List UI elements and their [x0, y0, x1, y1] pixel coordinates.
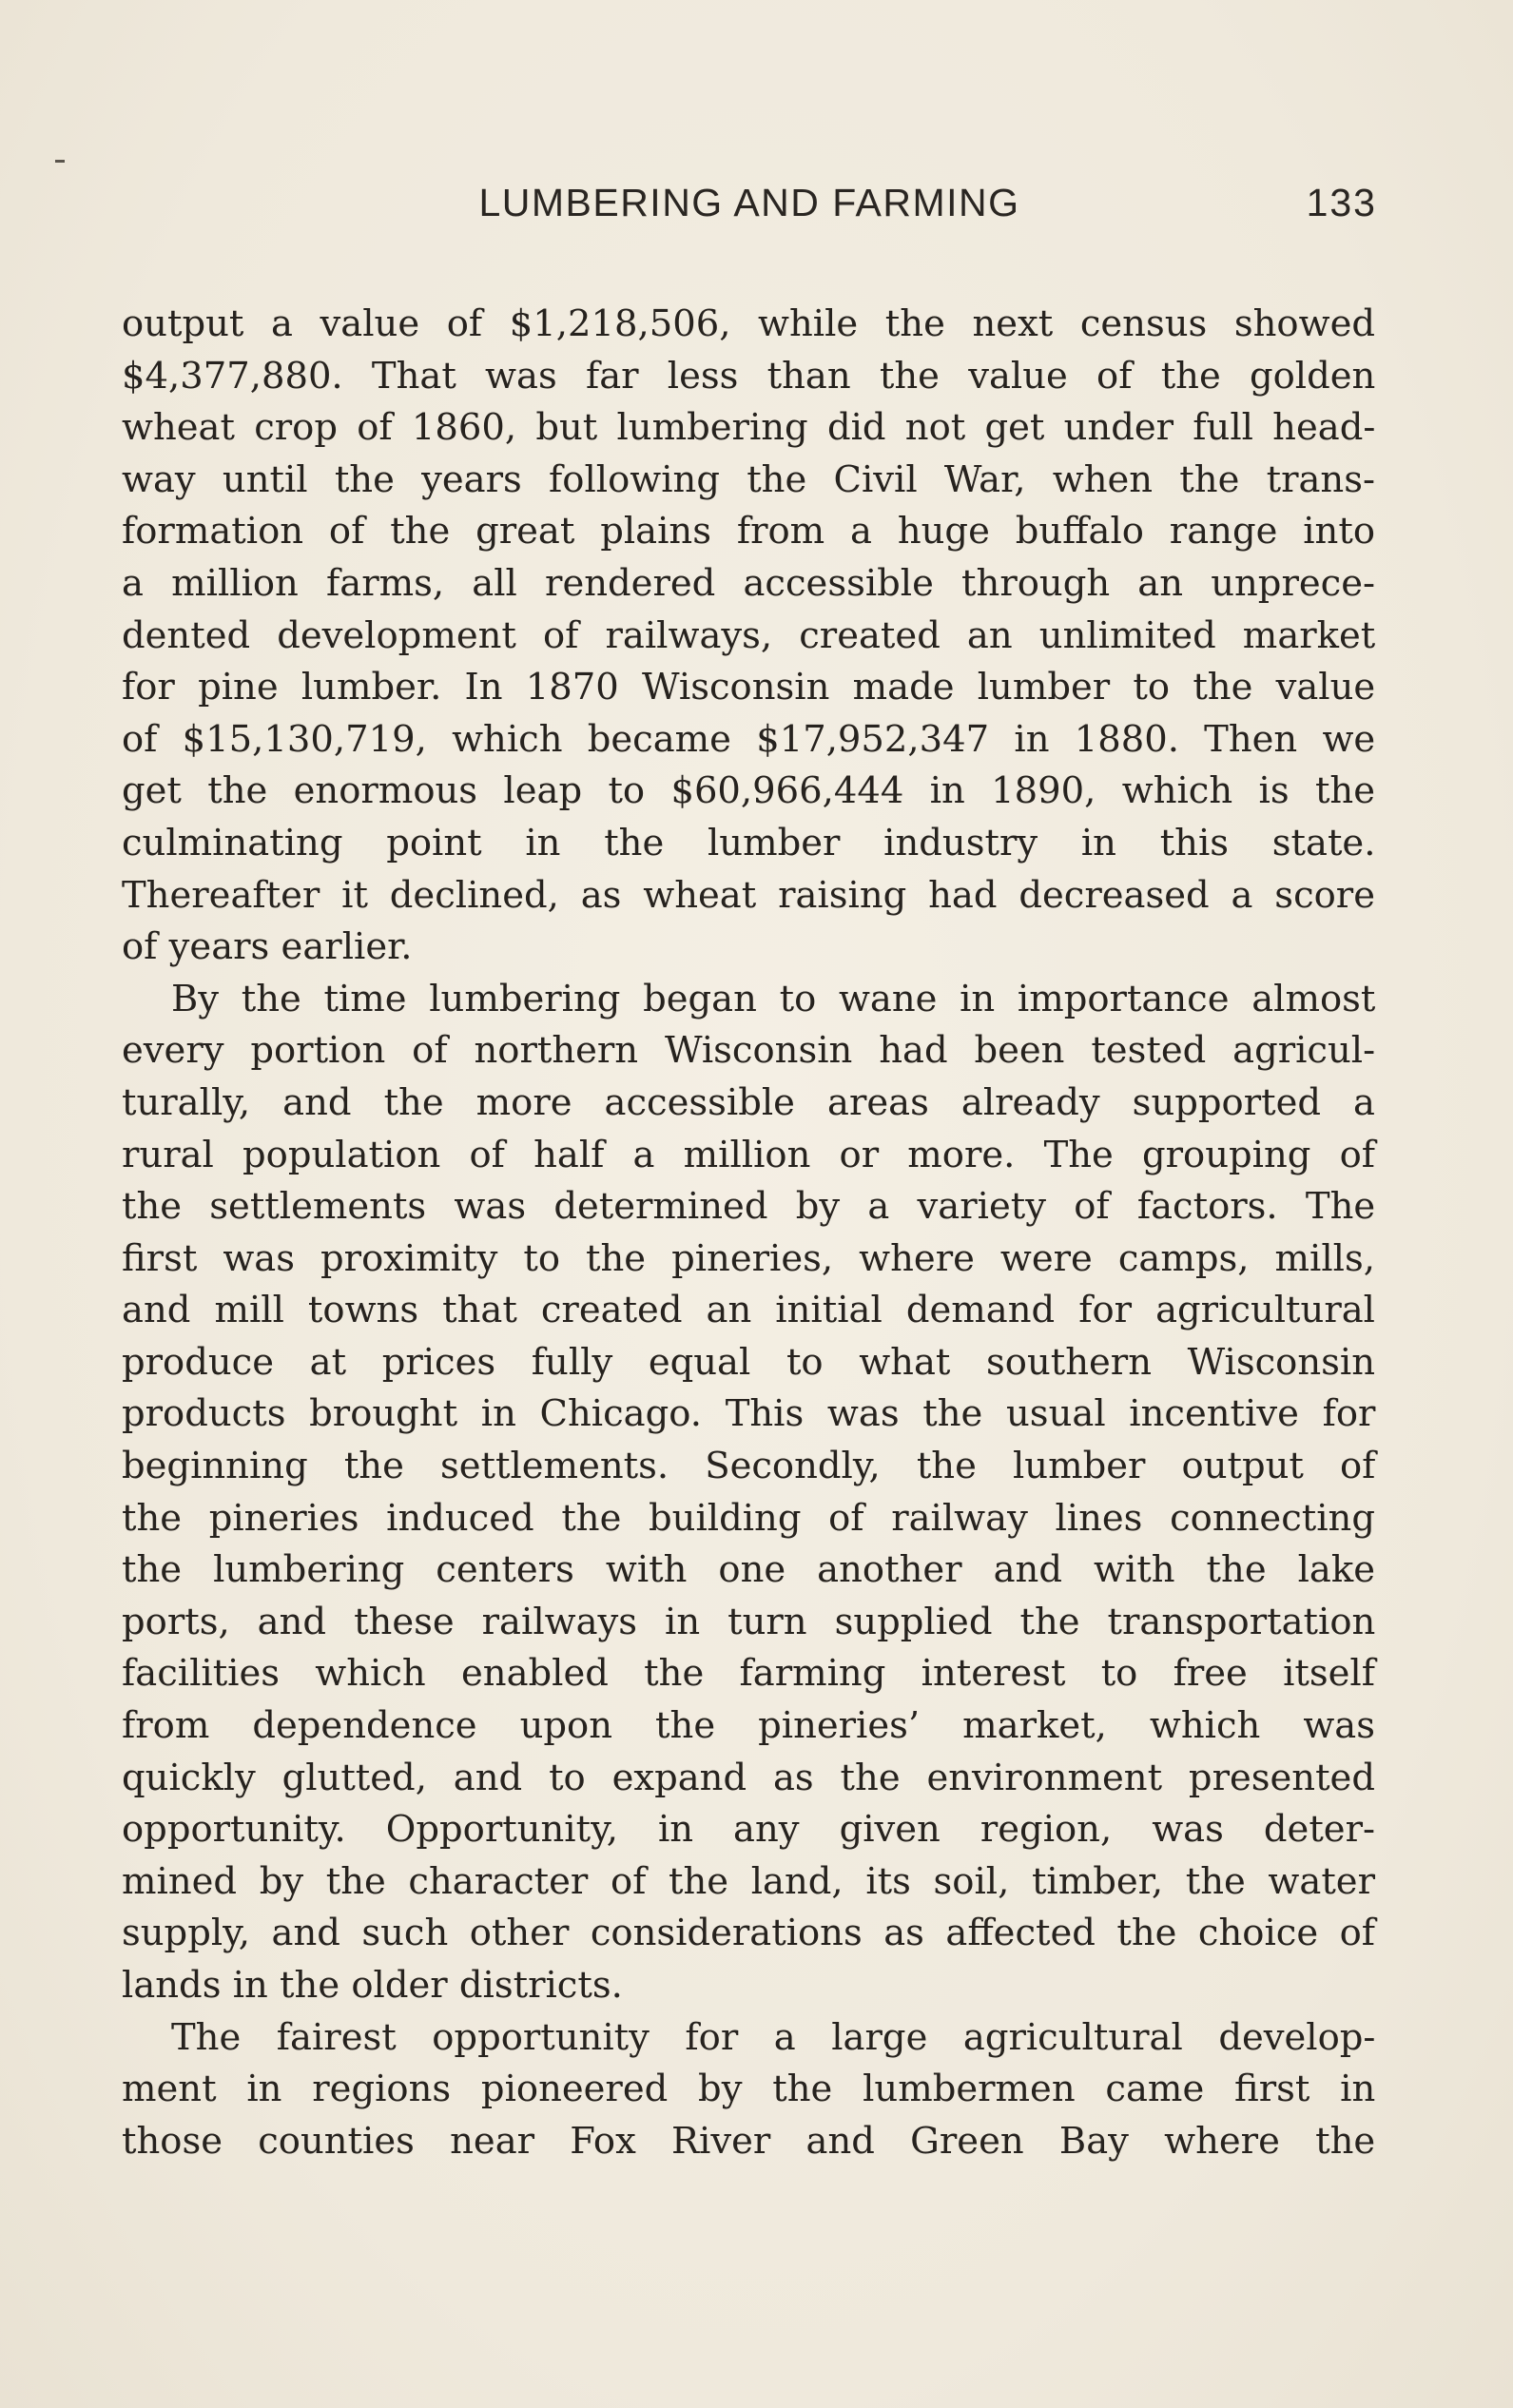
text-line: and mill towns that created an initial demand for agricultural	[122, 1289, 1375, 1332]
text-line: turally, and the more accessible areas already supported a	[122, 1080, 1375, 1124]
text-line: every portion of northern Wisconsin had been tested agricul-	[122, 1029, 1376, 1073]
text-line: for pine lumber. In 1870 Wisconsin made lumber to the value	[122, 666, 1376, 709]
text-line: dented development of railways, created an unlimited market	[122, 613, 1376, 657]
text-line: opportunity. Opportunity, in any given region, was deter-	[122, 1808, 1375, 1852]
text-line: $4,377,880. That was far less than the value of the golden	[122, 354, 1376, 398]
text-line: produce at prices fully equal to what southern Wisconsin	[122, 1340, 1375, 1384]
text-line: The fairest opportunity for a large agricultural develop-	[171, 2015, 1376, 2059]
text-line: from dependence upon the pineries’ market, which was	[122, 1704, 1375, 1748]
text-line: a million farms, all rendered accessible through an unprece-	[122, 561, 1375, 605]
body-text	[122, 299, 1375, 2167]
text-line: By the time lumbering began to wane in importance almost	[171, 977, 1376, 1020]
text-line: Thereafter it declined, as wheat raising had decreased a score	[122, 873, 1375, 917]
text-line: of $15,130,719, which became $17,952,347 in 1880. Then we	[122, 717, 1376, 761]
text-line: the lumbering centers with one another and with the lake	[122, 1548, 1375, 1592]
page-number: 133	[1306, 181, 1377, 224]
text-line: products brought in Chicago. This was the usual incentive for	[122, 1392, 1376, 1436]
text-line: lands in the older districts.	[122, 1964, 623, 2007]
paragraph-3	[122, 2012, 1375, 2168]
text-line: first was proximity to the pineries, where were camps, mills,	[122, 1236, 1375, 1280]
text-line: facilities which enabled the farming interest to free itself	[122, 1652, 1375, 1696]
text-line: supply, and such other considerations as affected the choice of	[122, 1912, 1375, 1955]
text-line: mined by the character of the land, its soil, timber, the water	[122, 1859, 1375, 1903]
text-line: ports, and these railways in turn supplied the transportation	[122, 1600, 1376, 1643]
text-line: culminating point in the lumber industry in this state.	[122, 821, 1376, 864]
paragraph-2	[122, 974, 1375, 2012]
text-line: wheat crop of 1860, but lumbering did not get under full head-	[122, 406, 1376, 450]
text-line: those counties near Fox River and Green Bay where the	[122, 2119, 1376, 2163]
paragraph-1	[122, 299, 1375, 974]
text-line: beginning the settlements. Secondly, the lumber output of	[122, 1445, 1376, 1488]
text-line: the pineries induced the building of railway lines connecting	[122, 1496, 1375, 1540]
text-line: formation of the great plains from a huge buffalo range into	[122, 510, 1375, 553]
running-title: LUMBERING AND FARMING	[478, 181, 1020, 224]
text-line: output a value of $1,218,506, while the next census showed	[122, 302, 1375, 345]
margin-mark	[55, 160, 65, 163]
text-line: quickly glutted, and to expand as the environment presented	[122, 1756, 1375, 1799]
text-line: ment in regions pioneered by the lumbermen came first in	[122, 2068, 1376, 2111]
text-line: rural population of half a million or more. The grouping of	[122, 1133, 1375, 1176]
text-line: the settlements was determined by a variety of factors. The	[122, 1185, 1376, 1229]
text-line: way until the years following the Civil War, when the trans-	[122, 457, 1375, 501]
text-line: get the enormous leap to $60,966,444 in 1890, which is the	[122, 769, 1375, 813]
running-head	[122, 181, 1377, 238]
text-line: of years earlier.	[122, 925, 413, 969]
